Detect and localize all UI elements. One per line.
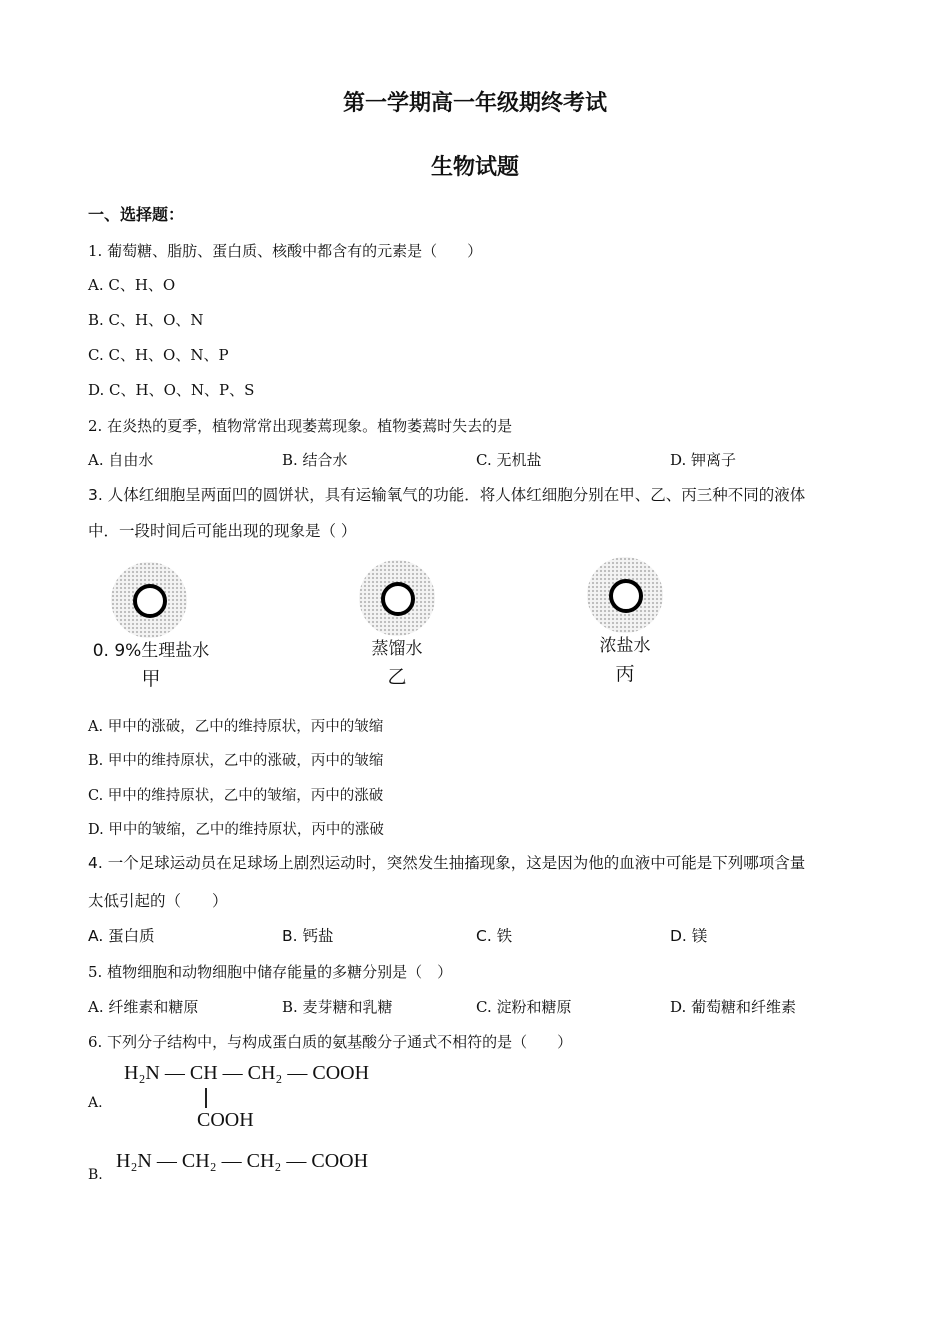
figure-solution-jia: 0. 9%生理盐水 — [92, 641, 210, 661]
figure-solution-yi: 蒸馏水 — [371, 639, 423, 659]
q6-option-a-branch: COOH — [197, 1109, 254, 1131]
q2-option-a: A. 自由水 — [88, 451, 154, 469]
q2-option-d: D. 钾离子 — [670, 451, 737, 469]
q2-option-b: B. 结合水 — [282, 451, 348, 469]
q4-option-a: A. 蛋白质 — [88, 927, 155, 945]
q5-option-c: C. 淀粉和糖原 — [476, 998, 572, 1016]
red-blood-cell-bing — [587, 557, 663, 633]
q1-stem: 1. 葡萄糖、脂肪、蛋白质、核酸中都含有的元素是（ ） — [88, 242, 483, 260]
red-blood-cell-jia — [111, 562, 187, 638]
figure-label-bing: 丙 — [615, 663, 635, 685]
q4-option-b: B. 钙盐 — [282, 927, 334, 945]
q4-stem-line1: 4. 一个足球运动员在足球场上剧烈运动时，突然发生抽搐现象，这是因为他的血液中可能是下列哪项含量 — [88, 854, 806, 872]
q5-option-d: D. 葡萄糖和纤维素 — [670, 998, 797, 1016]
red-blood-cell-yi — [359, 560, 435, 636]
bond-line — [205, 1088, 207, 1108]
q3-option-c: C. 甲中的维持原状，乙中的皱缩，丙中的涨破 — [88, 788, 384, 804]
q1-option-d: D. C、H、O、N、P、S — [88, 381, 255, 399]
figure-label-yi: 乙 — [387, 666, 407, 688]
exam-title: 第一学期高一年级期终考试 — [342, 91, 607, 116]
q5-stem: 5. 植物细胞和动物细胞中储存能量的多糖分别是（ ） — [88, 963, 453, 981]
q4-stem-line2: 太低引起的（ ） — [88, 892, 228, 910]
q2-stem: 2. 在炎热的夏季，植物常常出现萎蔫现象。植物萎蔫时失去的是 — [88, 417, 513, 435]
q3-option-b: B. 甲中的维持原状，乙中的涨破，丙中的皱缩 — [88, 753, 384, 769]
q6-option-a-label: A. — [88, 1095, 103, 1111]
q3-stem-line1: 3. 人体红细胞呈两面凹的圆饼状，具有运输氧气的功能．将人体红细胞分别在甲、乙、丙三种不同的液体 — [88, 486, 806, 504]
q1-option-c: C. C、H、O、N、P — [88, 346, 229, 364]
q1-option-a: A. C、H、O — [88, 276, 176, 294]
q6-option-b-label: B. — [88, 1167, 103, 1183]
q6-stem: 6. 下列分子结构中，与构成蛋白质的氨基酸分子通式不相符的是（ ） — [88, 1033, 573, 1051]
q5-option-b: B. 麦芽糖和乳糖 — [282, 998, 393, 1016]
q3-option-d: D. 甲中的皱缩，乙中的维持原状，丙中的涨破 — [88, 822, 384, 838]
q1-option-b: B. C、H、O、N — [88, 311, 204, 329]
q3-option-a: A. 甲中的涨破，乙中的维持原状，丙中的皱缩 — [88, 719, 384, 735]
q3-stem-line2: 中．一段时间后可能出现的现象是（ ） — [88, 522, 357, 540]
q4-option-c: C. 铁 — [476, 927, 513, 945]
q2-option-c: C. 无机盐 — [476, 451, 542, 469]
exam-subtitle: 生物试题 — [430, 155, 519, 180]
q6-option-a-formula: H₂N — CH — CH₂ — COOH — [124, 1062, 370, 1084]
q5-option-a: A. 纤维素和糖原 — [88, 998, 199, 1016]
figure-solution-bing: 浓盐水 — [599, 636, 651, 656]
q4-option-d: D. 镁 — [670, 927, 708, 945]
figure-label-jia: 甲 — [141, 668, 161, 690]
section-heading: 一、选择题： — [88, 205, 185, 224]
q6-option-b-formula: H₂N — CH₂ — CH₂ — COOH — [116, 1150, 369, 1172]
